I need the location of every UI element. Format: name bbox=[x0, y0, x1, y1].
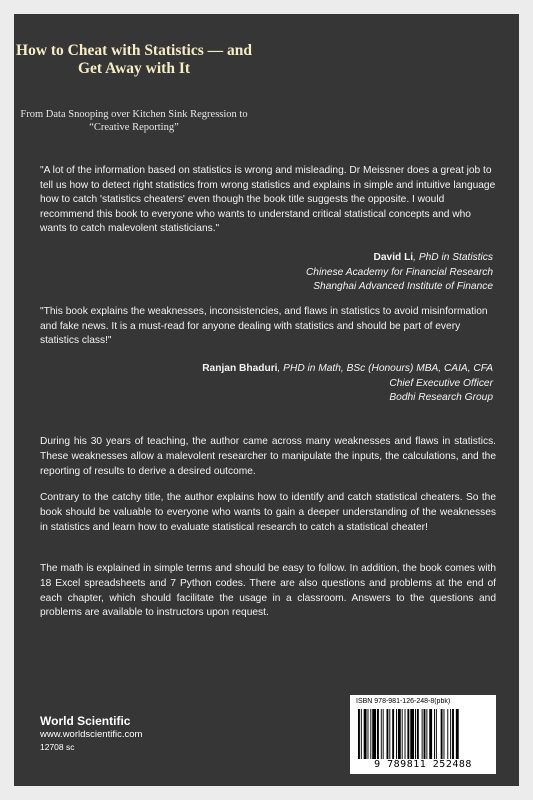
barcode-bar bbox=[361, 709, 362, 759]
barcode-bar bbox=[392, 709, 394, 759]
barcode-bar bbox=[436, 709, 437, 759]
endorser-credentials: , PHD in Math, BSc (Honours) MBA, CAIA, CFA bbox=[277, 363, 493, 374]
barcode-bar bbox=[415, 709, 416, 759]
endorser-name: Ranjan Bhaduri bbox=[202, 363, 278, 374]
endorser-affiliation: Shanghai Advanced Institute of Finance bbox=[313, 281, 493, 293]
barcode-bar bbox=[417, 709, 419, 759]
endorser-affiliation: Chinese Academy for Financial Research bbox=[305, 266, 493, 278]
barcode-label bbox=[350, 695, 496, 774]
barcode-bar bbox=[387, 709, 389, 759]
endorser-affiliation: Bodhi Research Group bbox=[389, 392, 493, 404]
endorsement-attribution-2 bbox=[133, 362, 493, 406]
endorser-name: David Li bbox=[373, 252, 414, 263]
barcode-bar bbox=[370, 709, 371, 759]
cover-panel bbox=[14, 14, 519, 786]
barcode-image bbox=[356, 709, 490, 759]
barcode-bar bbox=[429, 709, 432, 759]
publisher-name: World Scientific bbox=[40, 714, 131, 728]
endorsement-quote-2: "This book explains the weaknesses, inconsistencies, and flaws in statistics to avoid misinformation and fake news. It is a must-read for anyone dealing with statistics and should be part of every statistics class!" bbox=[40, 306, 488, 347]
barcode-bar bbox=[444, 709, 445, 759]
endorser-affiliation: Chief Executive Officer bbox=[389, 377, 493, 389]
barcode-bar bbox=[452, 709, 454, 759]
barcode-bar bbox=[441, 709, 443, 759]
barcode-bar bbox=[424, 709, 426, 759]
barcode-bar bbox=[368, 709, 369, 759]
barcode-bar bbox=[426, 709, 427, 759]
publisher-url: www.worldscientific.com bbox=[40, 729, 143, 740]
description-paragraph: The math is explained in simple terms and should be easy to follow. In addition, the book comes with 18 Excel spreadsheets and 7 Python codes. There are also questions and problems at the end of each chapter, which should facilitate the usage in a classroom. Answers to the questions and problems are available to instructors upon request. bbox=[40, 563, 496, 619]
isbn-number: ISBN 978-981-126-248-8(pbk) bbox=[356, 698, 451, 705]
barcode-bar bbox=[383, 709, 384, 759]
barcode-bar bbox=[405, 709, 406, 759]
barcode-bar bbox=[407, 709, 409, 759]
barcode-bar bbox=[456, 709, 459, 759]
barcode-bar bbox=[434, 709, 435, 759]
ean-number: 9 789811 252488 bbox=[374, 759, 472, 770]
endorsement-quote-1: "A lot of the information based on statistics is wrong and misleading. Dr Meissner does a great job to tell us how to detect right statistics from wrong statistics and explains in simple and intuitive language how to catch 'statistics cheaters' even though the book title suggests the opposite. I would recommend this book to everyone who wants to understand critical statistical concepts and who wants to catch malevolent statisticians." bbox=[40, 165, 496, 235]
publisher-code: 12708 sc bbox=[40, 742, 75, 752]
description-paragraph: During his 30 years of teaching, the author came across many weaknesses and flaws in statistics. These weaknesses allow a malevolent researcher to manipulate the inputs, the calculations, and the reporting of results to derive a desired outcome. bbox=[40, 436, 496, 477]
barcode-bar bbox=[358, 709, 360, 759]
barcode-bar bbox=[372, 709, 376, 759]
endorser-credentials: , PhD in Statistics bbox=[413, 252, 493, 263]
barcode-bar bbox=[396, 709, 397, 759]
barcode-bar bbox=[389, 709, 390, 759]
description-paragraph: Contrary to the catchy title, the author explains how to identify and catch statistical cheaters. So the book should be valuable to everyone who wants to gain a deeper understanding of the weaknesses in statistics and learn how to evaluate statistical research to catch a statistical cheater! bbox=[40, 492, 496, 533]
book-subtitle: From Data Snooping over Kitchen Sink Regression to “Creative Reporting” bbox=[20, 109, 248, 133]
barcode-bar bbox=[422, 709, 423, 759]
endorsement-attribution-1 bbox=[133, 251, 493, 295]
barcode-bar bbox=[377, 709, 379, 759]
barcode-bar bbox=[447, 709, 448, 759]
barcode-bar bbox=[410, 709, 414, 759]
book-title: How to Cheat with Statistics — and Get Away with It bbox=[16, 42, 252, 77]
barcode-bar bbox=[450, 709, 451, 759]
barcode-bar bbox=[398, 709, 401, 759]
barcode-bar bbox=[364, 709, 367, 759]
barcode-bar bbox=[381, 709, 382, 759]
barcode-bar bbox=[402, 709, 403, 759]
